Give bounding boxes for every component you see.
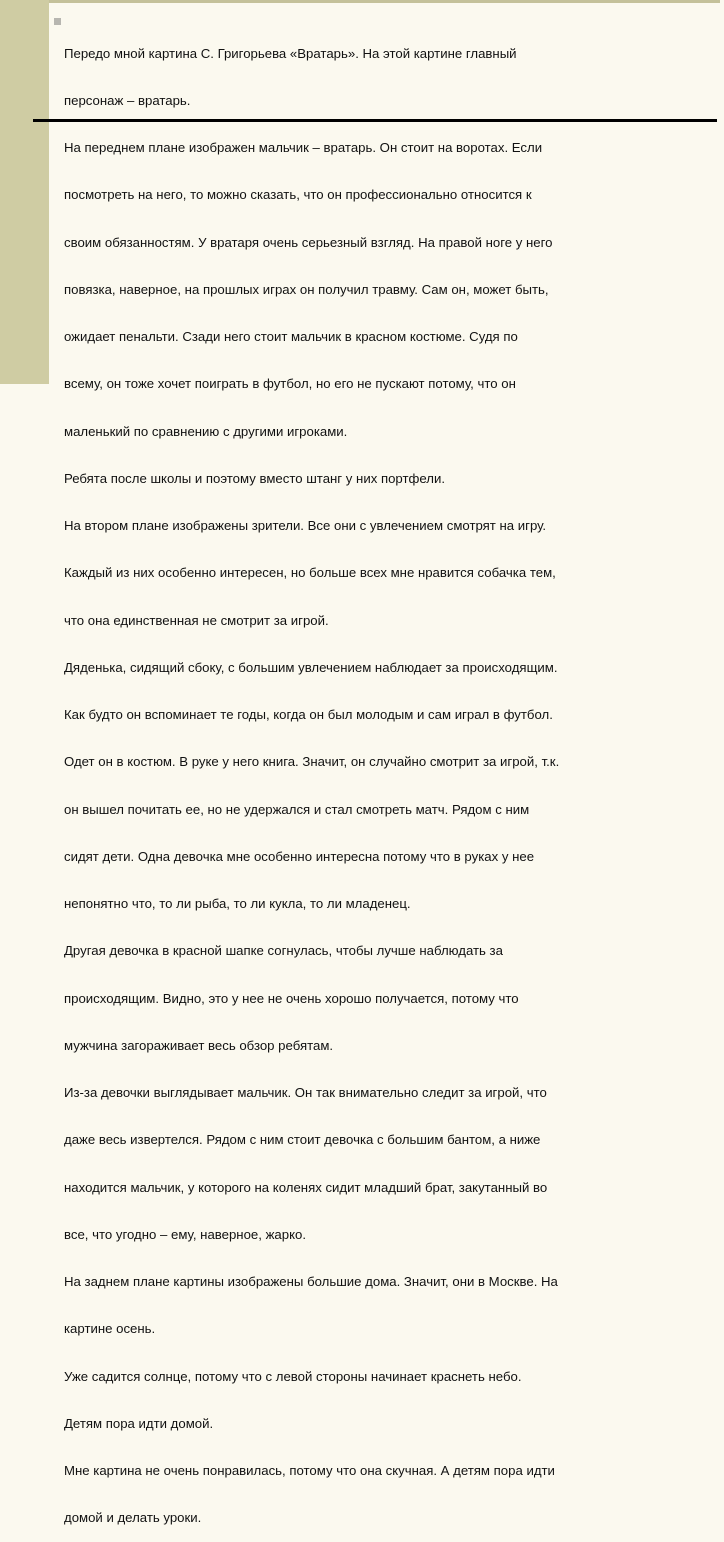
text-line: Из-за девочки выглядывает мальчик. Он так внимательно следит за игрой, что <box>64 1085 547 1100</box>
text-line: На заднем плане картины изображены большие дома. Значит, они в Москве. На <box>64 1274 558 1289</box>
text-line: домой и делать уроки. <box>64 1510 202 1526</box>
essay-text <box>64 14 724 1542</box>
text-line: Одет он в костюм. В руке у него книга. Значит, он случайно смотрит за игрой, т.к. <box>64 754 560 770</box>
text-line: что она единственная не смотрит за игрой. <box>64 612 329 628</box>
text-line: посмотреть на него, то можно сказать, что он профессионально относится к <box>64 187 532 203</box>
text-line: он вышел почитать ее, но не удержался и стал смотреть матч. Рядом с ним <box>64 801 530 817</box>
text-line: даже весь извертелся. Рядом с ним стоит девочка с большим бантом, а ниже <box>64 1132 541 1148</box>
text-line: персонаж – вратарь. <box>64 92 191 108</box>
text-line: Каждый из них особенно интересен, но больше всех мне нравится собачка тем, <box>64 565 556 581</box>
text-line: Дяденька, сидящий сбоку, с большим увлечением наблюдает за происходящим. <box>64 659 558 675</box>
left-accent-bar <box>0 0 49 384</box>
text-line: На переднем плане изображен мальчик – вратарь. Он стоит на воротах. Если <box>64 140 543 155</box>
text-line: Мне картина не очень понравилась, потому что она скучная. А детям пора идти <box>64 1463 555 1478</box>
text-line: мужчина загораживает весь обзор ребятам. <box>64 1037 334 1053</box>
text-line: ожидает пенальти. Сзади него стоит мальчик в красном костюме. Судя по <box>64 329 518 344</box>
text-line: Детям пора идти домой. <box>64 1415 214 1431</box>
text-line: непонятно что, то ли рыба, то ли кукла, то ли младенец. <box>64 896 411 911</box>
text-line: Ребята после школы и поэтому вместо штанг у них портфели. <box>64 470 445 486</box>
square-bullet-icon <box>54 18 61 25</box>
text-line: все, что угодно – ему, наверное, жарко. <box>64 1226 306 1242</box>
text-line: сидят дети. Одна девочка мне особенно интересна потому что в руках у нее <box>64 848 535 864</box>
text-line: повязка, наверное, на прошлых играх он получил травму. Сам он, может быть, <box>64 281 549 297</box>
text-line: маленький по сравнению с другими игроками. <box>64 423 348 439</box>
text-line: Как будто он вспоминает те годы, когда он был молодым и сам играл в футбол. <box>64 707 553 722</box>
text-line: Передо мной картина С. Григорьева «Вратарь». На этой картине главный <box>64 45 517 61</box>
text-line: своим обязанностям. У вратаря очень серьезный взгляд. На правой ноге у него <box>64 234 553 250</box>
text-line: всему, он тоже хочет поиграть в футбол, но его не пускают потому, что он <box>64 376 516 392</box>
top-border <box>0 0 720 3</box>
text-line: Другая девочка в красной шапке согнулась, чтобы лучше наблюдать за <box>64 943 503 959</box>
text-line: Уже садится солнце, потому что с левой стороны начинает краснеть небо. <box>64 1368 522 1384</box>
text-line: происходящим. Видно, это у нее не очень хорошо получается, потому что <box>64 990 519 1006</box>
text-line: находится мальчик, у которого на коленях сидит младший брат, закутанный во <box>64 1179 548 1195</box>
text-line: картине осень. <box>64 1321 156 1337</box>
text-line: На втором плане изображены зрители. Все они с увлечением смотрят на игру. <box>64 518 547 533</box>
